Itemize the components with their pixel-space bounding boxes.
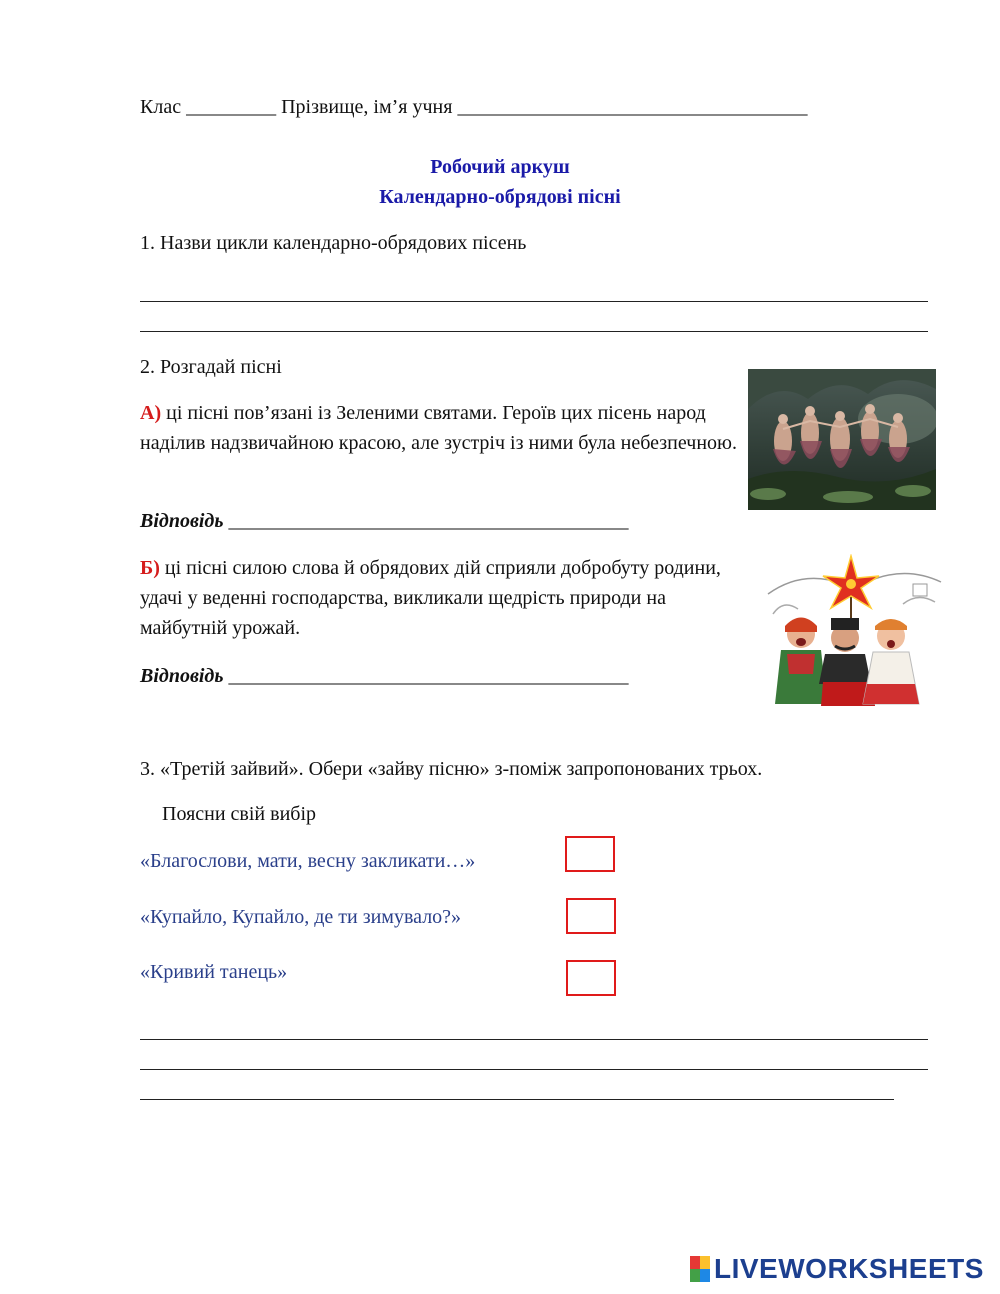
carolers-image: [763, 554, 943, 710]
liveworksheets-logo: [690, 1252, 984, 1286]
dancing-maidens-image: [748, 369, 936, 510]
answer-b-label: Відповідь: [140, 665, 224, 687]
question-3-subtext: Поясни свій вибір: [162, 803, 317, 825]
answer-line-q3-1[interactable]: [140, 1039, 928, 1040]
question-3: 3. «Третій зайвий». Обери «зайву пісню» з-поміж запропонованих трьох.: [140, 758, 763, 780]
answer-line-q1-1[interactable]: [140, 301, 928, 302]
song-option-1-checkbox[interactable]: [565, 836, 615, 872]
question-2a-text: ці пісні пов’язані із Зеленими святами. Героїв цих пісень народ наділив надзвичайною красою, але зустріч із ними була небезпечною.: [140, 402, 737, 454]
header-line: [140, 92, 807, 122]
student-name-label: Прізвище, ім’я учня: [281, 96, 453, 118]
answer-b-row: [140, 661, 629, 691]
answer-line-q1-2[interactable]: [140, 331, 928, 332]
song-option-1: «Благослови, мати, весну закликати…»: [140, 850, 476, 872]
song-option-3: «Кривий танець»: [140, 961, 288, 983]
page-title: Робочий аркуш: [430, 156, 570, 178]
class-field[interactable]: _________: [186, 96, 277, 118]
question-2a-marker: А): [140, 402, 162, 424]
carolers-with-star-illustration-icon: [763, 554, 943, 710]
answer-a-label: Відповідь: [140, 510, 224, 532]
student-name-field[interactable]: ___________________________________: [457, 96, 808, 118]
question-2b-text: ці пісні силою слова й обрядових дій сприяли добробуту родини, удачі у веденні господарства, викликали щедрість природи на майбутній урожай.: [140, 557, 721, 639]
liveworksheets-logo-text: LIVEWORKSHEETS: [714, 1253, 984, 1284]
song-option-2: «Купайло, Купайло, де ти зимувало?»: [140, 906, 462, 928]
question-2b: [140, 553, 740, 643]
question-2: 2. Розгадай пісні: [140, 356, 282, 378]
answer-a-row: [140, 506, 629, 536]
answer-b-field[interactable]: ________________________________________: [228, 665, 629, 687]
song-option-2-checkbox[interactable]: [566, 898, 616, 934]
page-subtitle: Календарно-обрядові пісні: [379, 186, 621, 208]
dancing-maidens-painting-icon: [748, 369, 936, 510]
question-1: 1. Назви цикли календарно-обрядових пісень: [140, 232, 527, 254]
song-option-3-checkbox[interactable]: [566, 960, 616, 996]
class-label: Клас: [140, 96, 182, 118]
liveworksheets-logo-icon: [690, 1256, 710, 1282]
question-2b-marker: Б): [140, 557, 160, 579]
answer-a-field[interactable]: ________________________________________: [228, 510, 629, 532]
answer-line-q3-3[interactable]: [140, 1099, 894, 1100]
answer-line-q3-2[interactable]: [140, 1069, 928, 1070]
question-2a: [140, 398, 740, 458]
